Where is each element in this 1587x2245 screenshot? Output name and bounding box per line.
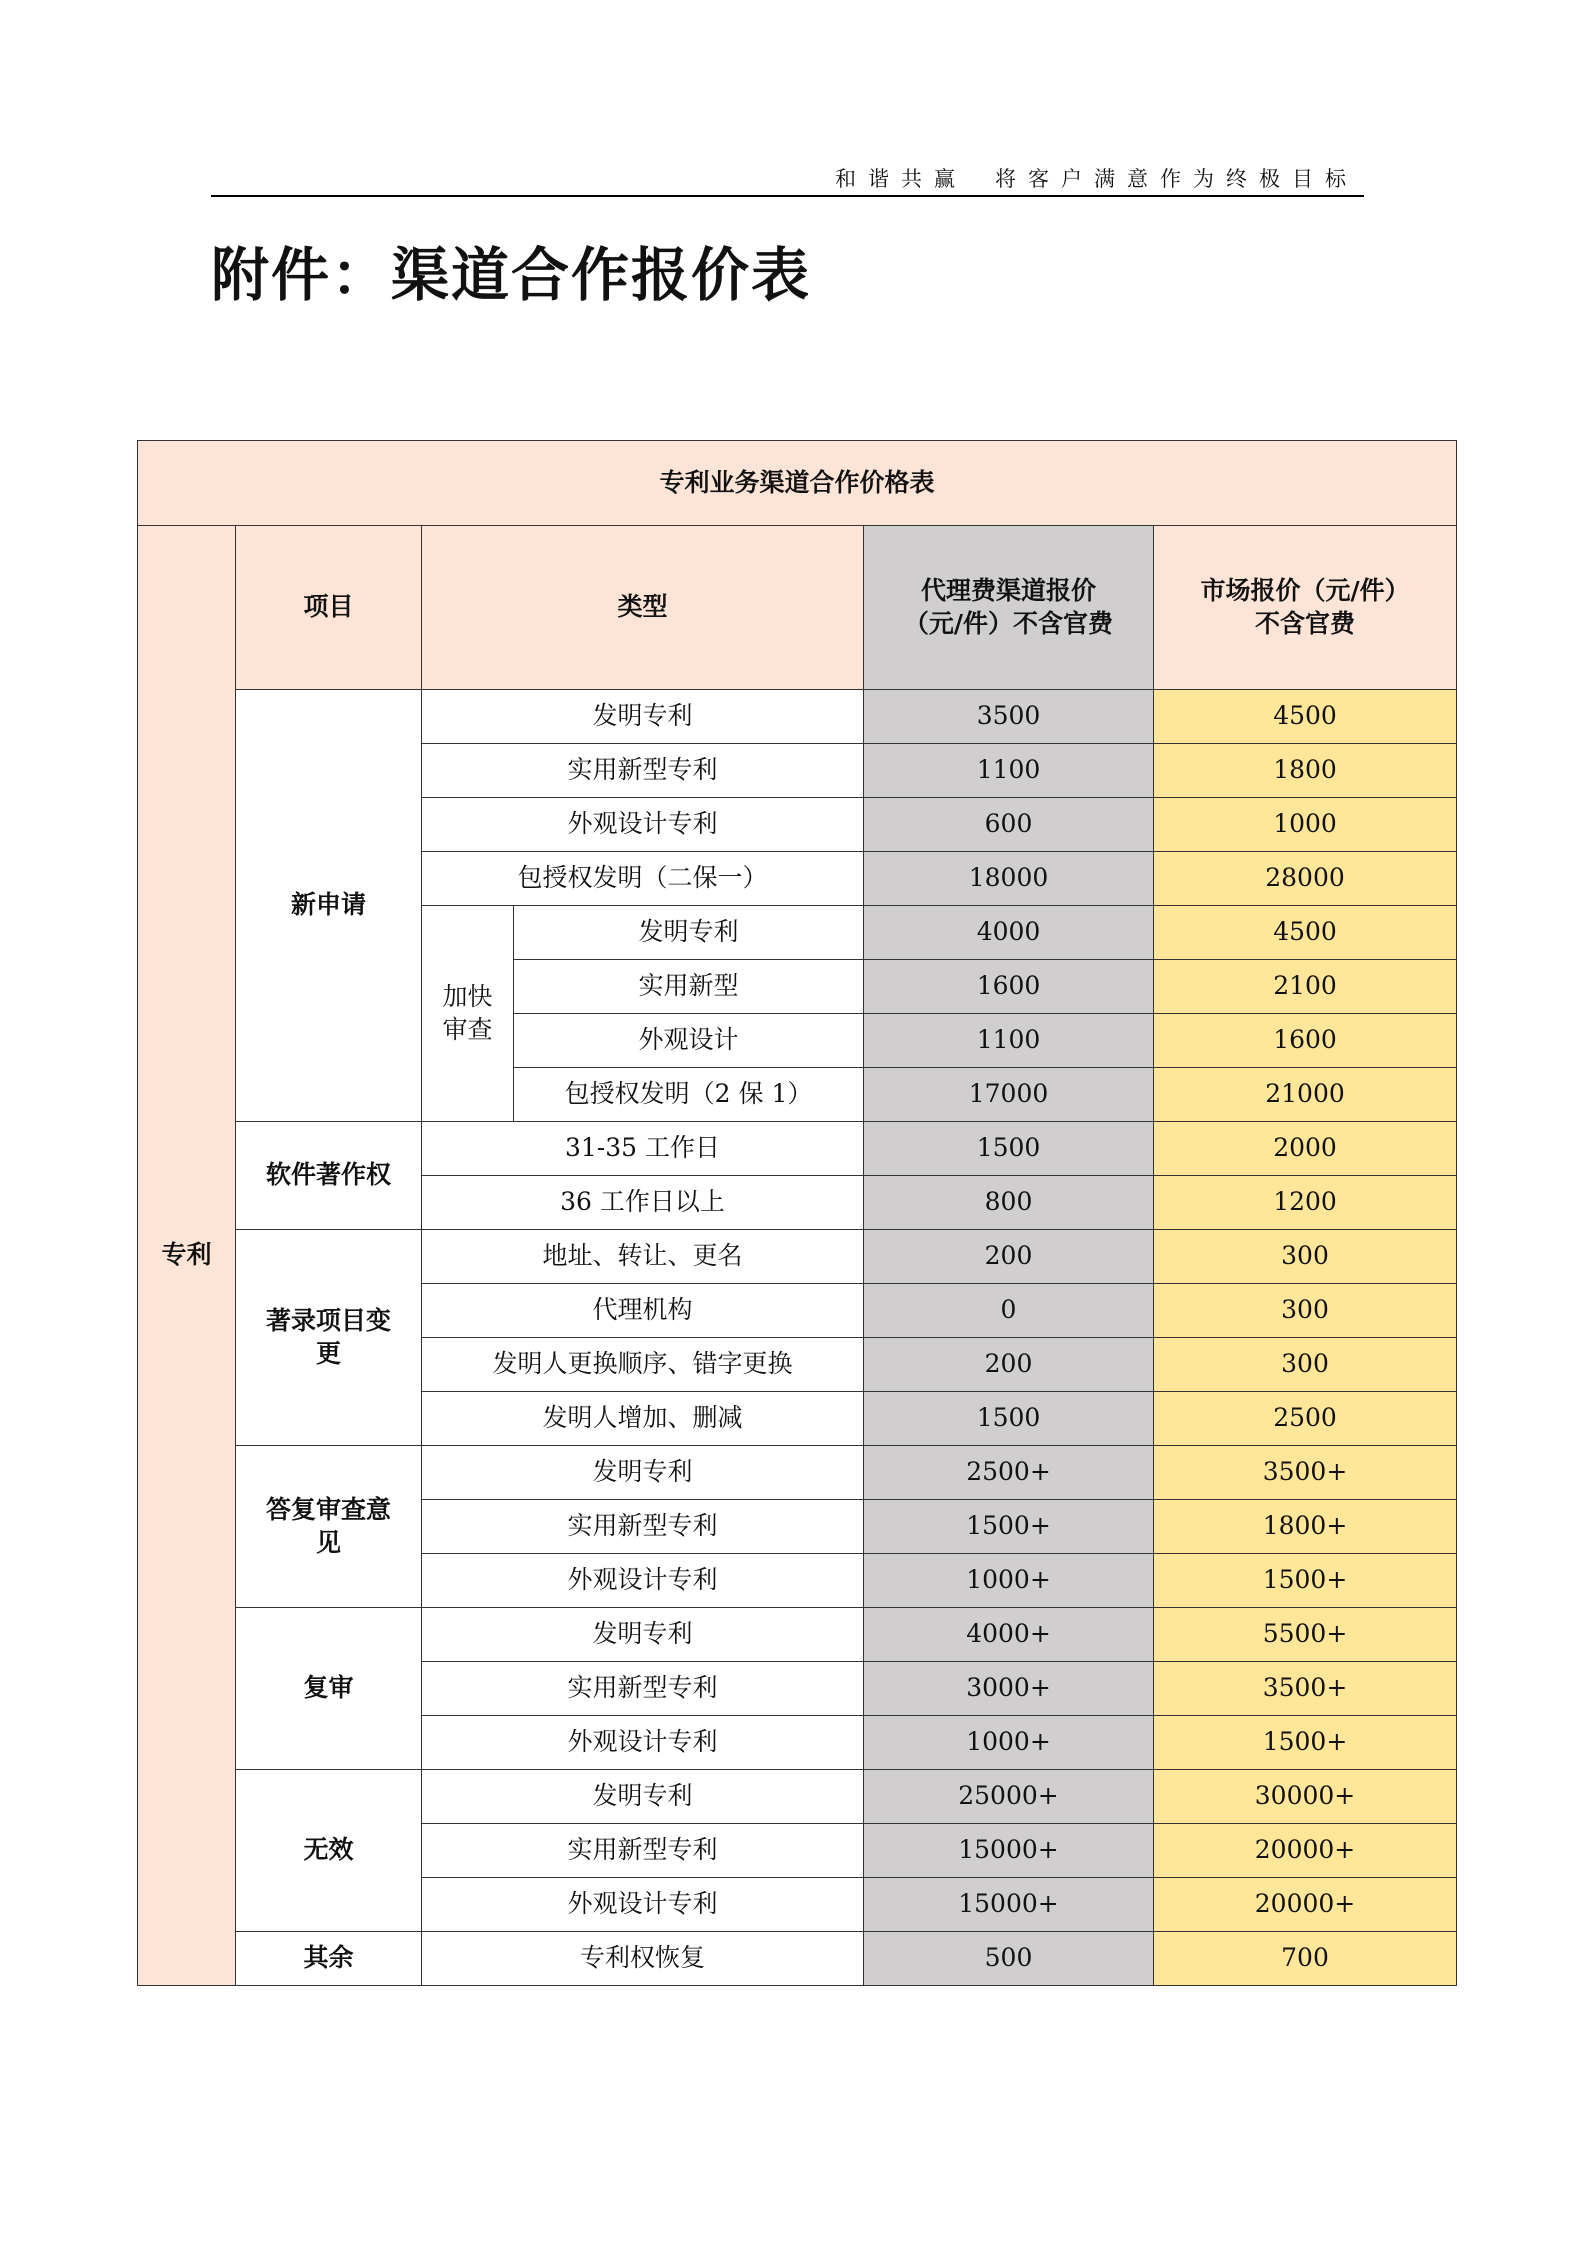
type-cell: 36 工作日以上 [422, 1176, 864, 1230]
market-price-cell: 1000 [1154, 798, 1457, 852]
market-price-cell: 1500+ [1154, 1716, 1457, 1770]
expedite-label-line2: 审查 [442, 1014, 493, 1044]
category-bibliographic-change [236, 1230, 422, 1446]
market-price-cell: 30000+ [1154, 1770, 1457, 1824]
type-cell: 外观设计专利 [422, 1554, 864, 1608]
channel-price-cell: 2500+ [864, 1446, 1154, 1500]
category-response-line2: 见 [315, 1527, 341, 1557]
market-price-cell: 28000 [1154, 852, 1457, 906]
market-price-cell: 300 [1154, 1284, 1457, 1338]
motto-right: 将客户满意作为终极目标 [995, 167, 1358, 191]
channel-price-cell: 1100 [864, 744, 1154, 798]
header-channel-price [864, 526, 1154, 690]
channel-price-cell: 1500 [864, 1122, 1154, 1176]
category-new-application: 新申请 [236, 690, 422, 1122]
type-cell: 发明专利 [422, 1770, 864, 1824]
table-title: 专利业务渠道合作价格表 [138, 441, 1457, 526]
table-row [138, 1230, 1457, 1284]
table-header-row [138, 526, 1457, 690]
document-title: 附件：渠道合作报价表 [211, 241, 812, 309]
type-cell: 发明人更换顺序、错字更换 [422, 1338, 864, 1392]
channel-price-cell: 15000+ [864, 1824, 1154, 1878]
channel-price-cell: 18000 [864, 852, 1154, 906]
type-cell: 代理机构 [422, 1284, 864, 1338]
market-price-cell: 300 [1154, 1230, 1457, 1284]
market-price-cell: 3500+ [1154, 1446, 1457, 1500]
category-invalidation: 无效 [236, 1770, 422, 1932]
type-cell: 发明专利 [422, 1446, 864, 1500]
motto-left: 和谐共赢 [835, 167, 967, 191]
side-label-patent: 专利 [138, 526, 236, 1986]
type-cell: 发明人增加、删减 [422, 1392, 864, 1446]
expedite-examination-label [422, 906, 514, 1122]
channel-price-cell: 4000+ [864, 1608, 1154, 1662]
table-row [138, 1932, 1457, 1986]
market-price-cell: 21000 [1154, 1068, 1457, 1122]
price-table [137, 440, 1457, 1986]
channel-price-cell: 0 [864, 1284, 1154, 1338]
table-row [138, 1446, 1457, 1500]
market-price-cell: 1500+ [1154, 1554, 1457, 1608]
header-market-price [1154, 526, 1457, 690]
header-channel-price-line2: （元/件）不含官费 [903, 608, 1114, 638]
market-price-cell: 1600 [1154, 1014, 1457, 1068]
expedite-label-line1: 加快 [442, 982, 493, 1011]
category-change-line2: 更 [315, 1338, 341, 1368]
category-reexamination: 复审 [236, 1608, 422, 1770]
type-cell: 地址、转让、更名 [422, 1230, 864, 1284]
type-cell: 实用新型专利 [422, 1662, 864, 1716]
channel-price-cell: 1500+ [864, 1500, 1154, 1554]
channel-price-cell: 1600 [864, 960, 1154, 1014]
channel-price-cell: 15000+ [864, 1878, 1154, 1932]
channel-price-cell: 1100 [864, 1014, 1154, 1068]
channel-price-cell: 25000+ [864, 1770, 1154, 1824]
table-row [138, 1770, 1457, 1824]
channel-price-cell: 3500 [864, 690, 1154, 744]
category-change-line1: 著录项目变 [265, 1306, 391, 1335]
page-header [211, 163, 1364, 197]
header-item: 项目 [236, 526, 422, 690]
type-cell: 包授权发明（二保一） [422, 852, 864, 906]
type-cell: 31-35 工作日 [422, 1122, 864, 1176]
type-cell: 实用新型专利 [422, 1500, 864, 1554]
table-row [138, 1608, 1457, 1662]
channel-price-cell: 1500 [864, 1392, 1154, 1446]
category-office-action-response [236, 1446, 422, 1608]
type-cell: 实用新型 [514, 960, 864, 1014]
market-price-cell: 2100 [1154, 960, 1457, 1014]
channel-price-cell: 800 [864, 1176, 1154, 1230]
type-cell: 外观设计专利 [422, 1878, 864, 1932]
header-market-price-line2: 不含官费 [1255, 608, 1356, 638]
header-market-price-line1: 市场报价（元/件） [1200, 576, 1410, 605]
type-cell: 发明专利 [422, 1608, 864, 1662]
market-price-cell: 20000+ [1154, 1824, 1457, 1878]
header-motto [835, 163, 1358, 193]
market-price-cell: 300 [1154, 1338, 1457, 1392]
category-response-line1: 答复审查意 [265, 1495, 391, 1524]
type-cell: 专利权恢复 [422, 1932, 864, 1986]
channel-price-cell: 500 [864, 1932, 1154, 1986]
table-row [138, 1122, 1457, 1176]
market-price-cell: 1200 [1154, 1176, 1457, 1230]
market-price-cell: 4500 [1154, 690, 1457, 744]
type-cell: 实用新型专利 [422, 744, 864, 798]
market-price-cell: 20000+ [1154, 1878, 1457, 1932]
market-price-cell: 1800 [1154, 744, 1457, 798]
type-cell: 外观设计 [514, 1014, 864, 1068]
channel-price-cell: 200 [864, 1230, 1154, 1284]
type-cell: 外观设计专利 [422, 1716, 864, 1770]
header-type: 类型 [422, 526, 864, 690]
channel-price-cell: 200 [864, 1338, 1154, 1392]
table-title-row [138, 441, 1457, 526]
market-price-cell: 700 [1154, 1932, 1457, 1986]
market-price-cell: 2500 [1154, 1392, 1457, 1446]
market-price-cell: 2000 [1154, 1122, 1457, 1176]
type-cell: 包授权发明（2 保 1） [514, 1068, 864, 1122]
category-software-copyright: 软件著作权 [236, 1122, 422, 1230]
channel-price-cell: 17000 [864, 1068, 1154, 1122]
type-cell: 实用新型专利 [422, 1824, 864, 1878]
type-cell: 发明专利 [514, 906, 864, 960]
channel-price-cell: 600 [864, 798, 1154, 852]
channel-price-cell: 3000+ [864, 1662, 1154, 1716]
market-price-cell: 5500+ [1154, 1608, 1457, 1662]
category-other: 其余 [236, 1932, 422, 1986]
channel-price-cell: 4000 [864, 906, 1154, 960]
type-cell: 外观设计专利 [422, 798, 864, 852]
type-cell: 发明专利 [422, 690, 864, 744]
market-price-cell: 3500+ [1154, 1662, 1457, 1716]
market-price-cell: 4500 [1154, 906, 1457, 960]
channel-price-cell: 1000+ [864, 1554, 1154, 1608]
table-row [138, 690, 1457, 744]
header-channel-price-line1: 代理费渠道报价 [920, 576, 1096, 605]
market-price-cell: 1800+ [1154, 1500, 1457, 1554]
channel-price-cell: 1000+ [864, 1716, 1154, 1770]
